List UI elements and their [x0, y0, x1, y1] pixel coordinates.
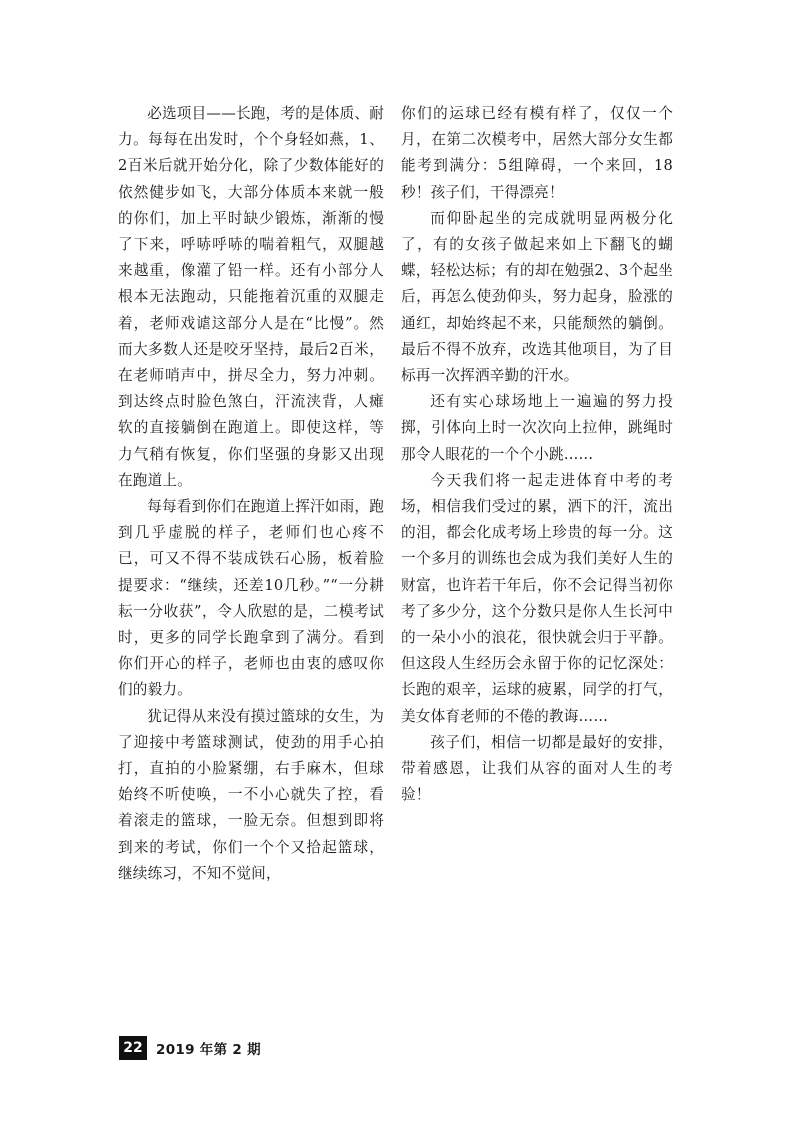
paragraph-continued: 你们的运球已经有模有样了，仅仅一个月，在第二次模考中，居然大部分女生都能考到满分：5组障碍，一个来回，18秒！孩子们，干得漂亮！ [401, 105, 673, 201]
paragraph: 今天我们将一起走进体育中考的考场，相信我们受过的累，洒下的汗，流出的泪，都会化成考场上珍贵的每一分。这一个多月的训练也会成为我们美好人生的财富，也许若干年后，你不会记得当初你考了多少分，这个分数只是你人生长河中的一朵小小的浪花，很快就会归于平静。但这段人生经历会永留于你的记忆深处：长跑的艰辛，运球的疲累，同学的打气，美女体育老师的不倦的教诲…… [401, 471, 673, 725]
paragraph: 孩子们，相信一切都是最好的安排，带着感恩，让我们从容的面对人生的考验！ [401, 733, 673, 804]
paragraph: 还有实心球场地上一遍遍的努力投掷，引体向上时一次次向上拉伸，跳绳时那令人眼花的一个个小跳…… [401, 393, 673, 463]
left-text-column [118, 101, 384, 887]
paragraph: 每每看到你们在跑道上挥汗如雨，跑到几乎虚脱的样子，老师们也心疼不已，可又不得不装成铁石心肠，板着脸提要求：“继续，还差10几秒。”“一分耕耘一分收获”，令人欣慰的是，二模考试时，更多的同学长跑拿到了满分。看到你们开心的样子，老师也由衷的感叹你们的毅力。 [118, 498, 384, 699]
right-text-column [401, 101, 673, 808]
page-number: 22 [119, 1036, 147, 1060]
paragraph: 而仰卧起坐的完成就明显两极分化了，有的女孩子做起来如上下翻飞的蝴蝶，轻松达标；有的却在勉强2、3个起坐后，再怎么使劲仰头，努力起身，脸涨的通红，却始终起不来，只能颓然的躺倒。最后不得不放弃，改选其他项目，为了目标再一次挥洒辛勤的汗水。 [401, 209, 673, 385]
issue-label: 2019 年第 2 期 [156, 1042, 261, 1058]
paragraph: 必选项目——长跑，考的是体质、耐力。每每在出发时，个个身轻如燕，1、2百米后就开始分化，除了少数体能好的依然健步如飞，大部分体质本来就一般的你们，加上平时缺少锻炼，渐渐的慢了下来，呼哧呼哧的喘着粗气，双腿越来越重，像灌了铅一样。还有小部分人根本无法跑动，只能拖着沉重的双腿走着，老师戏谑这部分人是在“比慢”。然而大多数人还是咬牙坚持，最后2百米，在老师哨声中，拼尽全力，努力冲刺。到达终点时脸色煞白，汗流浃背，人瘫软的直接躺倒在跑道上。即使这样，等力气稍有恢复，你们坚强的身影又出现在跑道上。 [118, 105, 384, 489]
paragraph: 犹记得从来没有摸过篮球的女生，为了迎接中考篮球测试，使劲的用手心拍打，直拍的小脸紧绷，右手麻木，但球始终不听使唤，一不小心就失了控，看着滚走的篮球，一脸无奈。但想到即将到来的考试，你们一个个又拾起篮球，继续练习，不知不觉间， [118, 707, 384, 882]
page-footer [119, 1036, 261, 1060]
